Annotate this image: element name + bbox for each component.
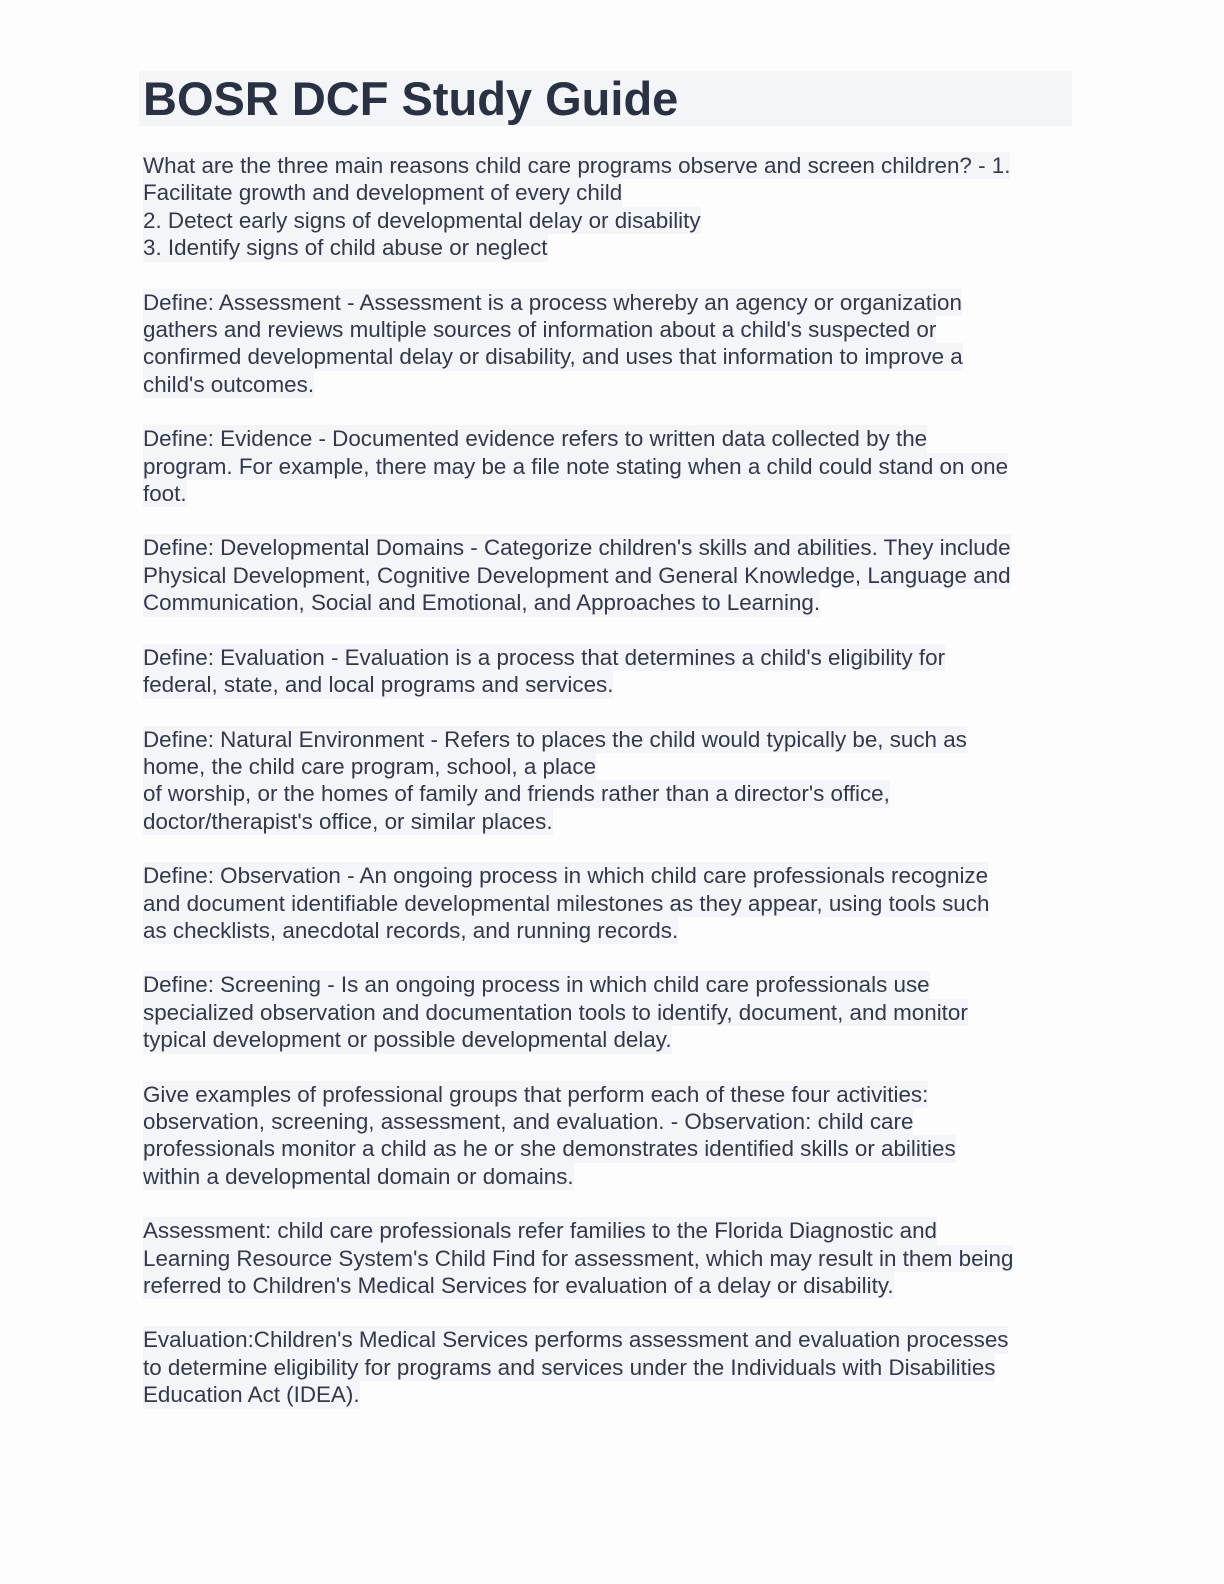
text-line: Learning Resource System's Child Find for assessment, which may result in them being (143, 1245, 1014, 1271)
text-line: and document identifiable developmental milestones as they appear, using tools such (143, 890, 990, 916)
text-line: Define: Evaluation - Evaluation is a process that determines a child's eligibility for (143, 644, 946, 670)
paragraph (143, 289, 1083, 399)
text-line: Define: Developmental Domains - Categorize children's skills and abilities. They include (143, 535, 1011, 561)
text-line: Evaluation:Children's Medical Services performs assessment and evaluation processes (143, 1327, 1009, 1353)
text-line: professionals monitor a child as he or she demonstrates identified skills or abilities (143, 1136, 956, 1162)
text-line: referred to Children's Medical Services for evaluation of a delay or disability. (143, 1273, 894, 1298)
paragraph (143, 1217, 1083, 1299)
text-line: Communication, Social and Emotional, and Approaches to Learning. (143, 590, 821, 616)
text-line: home, the child care program, school, a place (143, 753, 597, 779)
text-line: Facilitate growth and development of every child (143, 180, 623, 206)
text-line: What are the three main reasons child care programs observe and screen children? - 1. (143, 153, 1011, 178)
text-line: typical development or possible developmental delay. (143, 1027, 672, 1053)
paragraph (143, 726, 1083, 836)
document-body (143, 152, 1083, 1436)
text-line: child's outcomes. (143, 371, 315, 397)
paragraph (143, 862, 1083, 944)
text-line: Define: Observation - An ongoing process in which child care professionals recognize (143, 863, 989, 889)
text-line: of worship, or the homes of family and friends rather than a director's office, (143, 781, 890, 807)
paragraph (143, 534, 1083, 616)
text-line: Physical Development, Cognitive Development and General Knowledge, Language and (143, 562, 1011, 588)
paragraph (143, 1081, 1083, 1191)
text-line: federal, state, and local programs and services. (143, 672, 614, 698)
paragraph (143, 971, 1083, 1053)
text-line: specialized observation and documentation tools to identify, document, and monitor (143, 999, 968, 1025)
text-line: observation, screening, assessment, and evaluation. - Observation: child care (143, 1108, 914, 1134)
text-line: Define: Assessment - Assessment is a process whereby an agency or organization (143, 289, 962, 315)
text-line: within a developmental domain or domains. (143, 1163, 574, 1189)
paragraph (143, 425, 1083, 507)
text-line: gathers and reviews multiple sources of information about a child's suspected or (143, 317, 937, 343)
text-line: Define: Natural Environment - Refers to places the child would typically be, such as (143, 726, 967, 752)
text-line: 3. Identify signs of child abuse or neglect (143, 235, 548, 261)
text-line: Give examples of professional groups that perform each of these four activities: (143, 1081, 929, 1107)
text-line: Define: Screening - Is an ongoing process in which child care professionals use (143, 972, 930, 998)
paragraph (143, 644, 1083, 699)
text-line: program. For example, there may be a file note stating when a child could stand on one (143, 453, 1009, 479)
text-line: to determine eligibility for programs and services under the Individuals with Disabilities (143, 1354, 996, 1380)
text-line: doctor/therapist's office, or similar places. (143, 808, 553, 834)
text-line: as checklists, anecdotal records, and running records. (143, 917, 679, 943)
text-line: Assessment: child care professionals refer families to the Florida Diagnostic and (143, 1218, 937, 1244)
text-line: Education Act (IDEA). (143, 1382, 360, 1408)
paragraph (143, 152, 1083, 262)
text-line: Define: Evidence - Documented evidence refers to written data collected by the (143, 426, 928, 452)
text-line: 2. Detect early signs of developmental delay or disability (143, 207, 701, 233)
document-title: BOSR DCF Study Guide (143, 72, 679, 125)
text-line: confirmed developmental delay or disability, and uses that information to improve a (143, 344, 963, 370)
paragraph (143, 1326, 1083, 1408)
text-line: foot. (143, 481, 187, 507)
